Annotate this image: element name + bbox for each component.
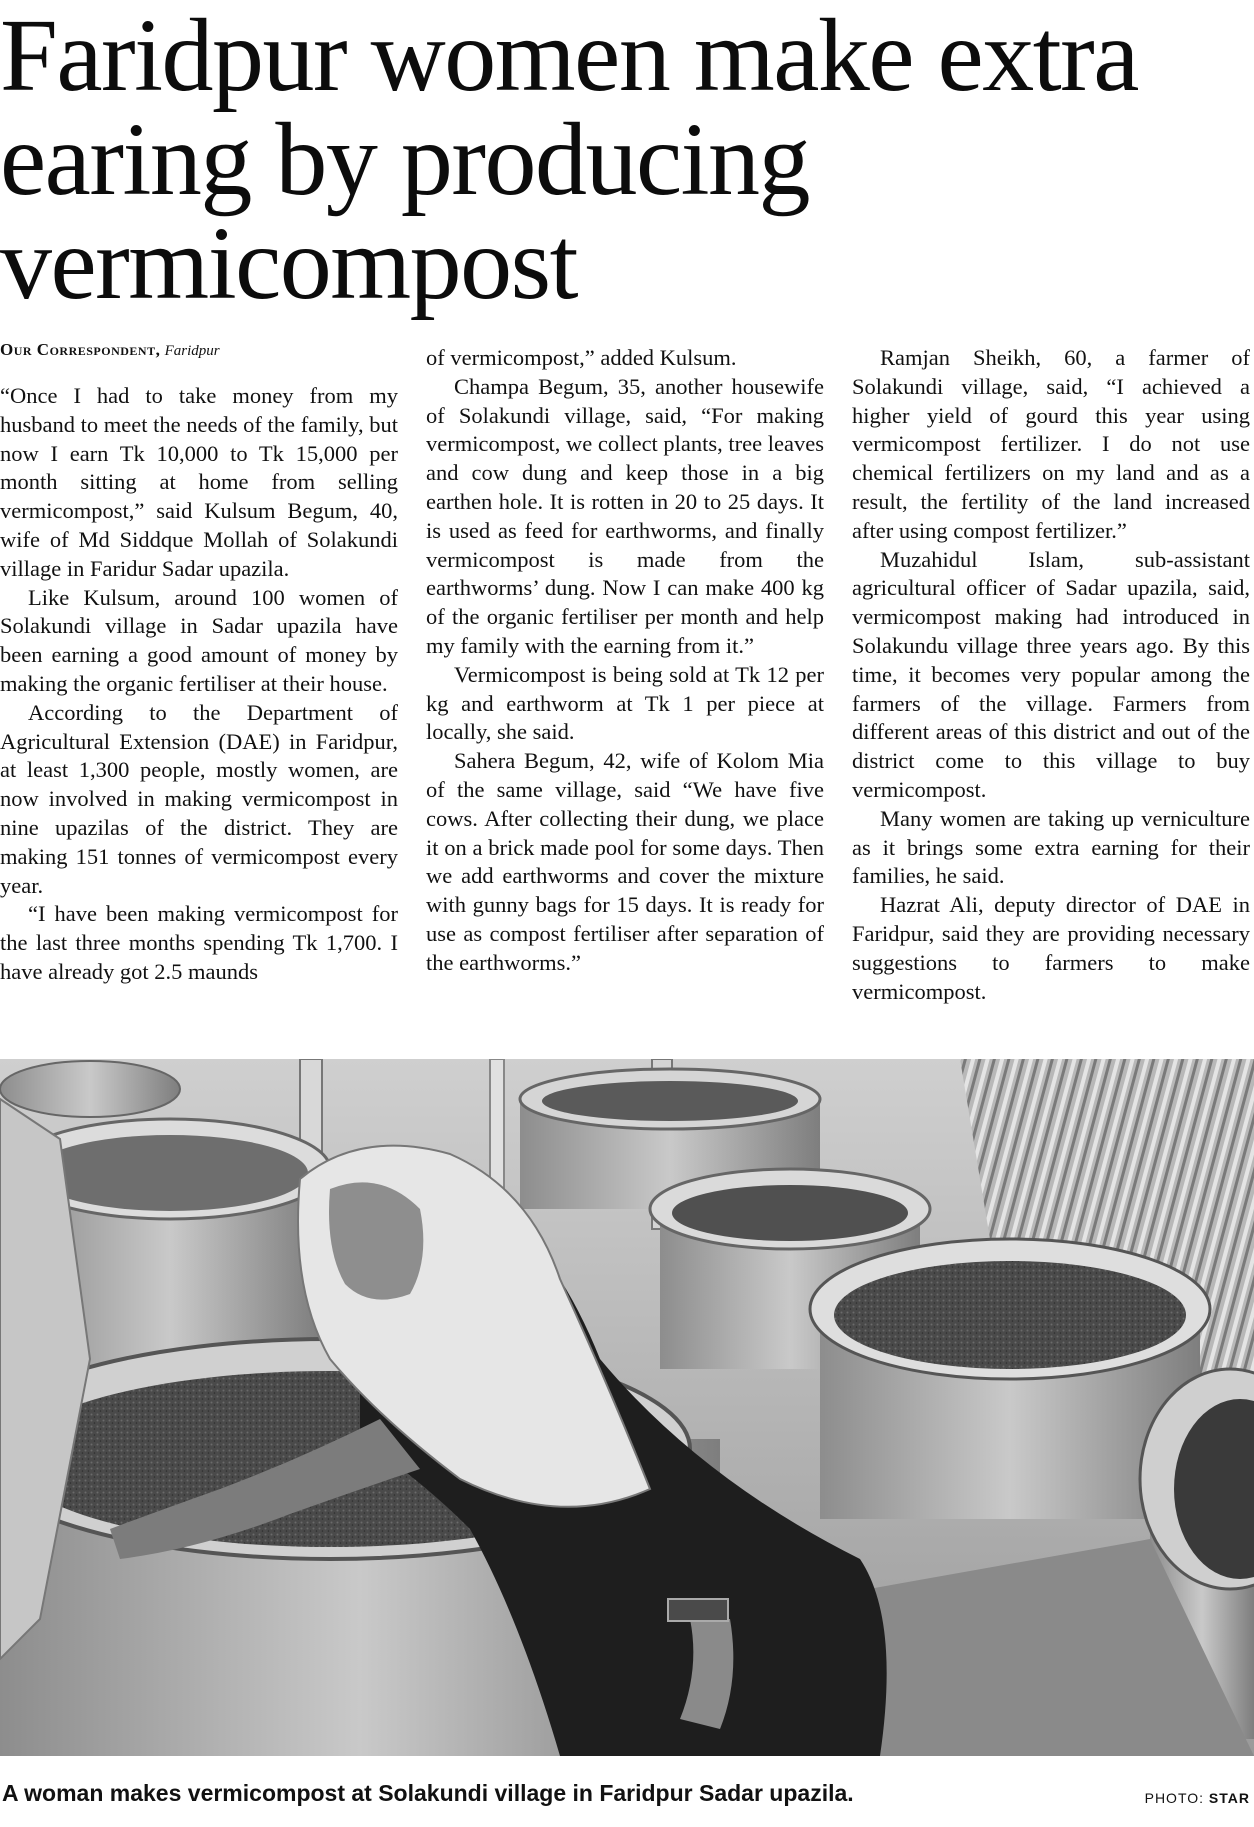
paragraph: Muzahidul Islam, sub-assistant agricultural officer of Sadar upazila, said, vermicompost making had introduced in Solakundu village three years ago. By this time, it becomes very popular among the farmers of the village. Farmers from different areas of this district and out of the district come to this village to buy vermicompost. <box>852 546 1250 802</box>
paragraph: Many women are taking up verniculture as it brings some extra earning for their families, he said. <box>852 805 1250 889</box>
photo-credit-source: STAR <box>1208 1790 1250 1806</box>
photo-credit <box>1145 1790 1250 1806</box>
photo-caption: A woman makes vermicompost at Solakundi village in Faridpur Sadar upazila. <box>2 1780 854 1806</box>
paragraph: Like Kulsum, around 100 women of Solakundi village in Sadar upazila have been earning a good amount of money by making the organic fertiliser at their house. <box>0 584 398 696</box>
article-column-2 <box>426 344 824 978</box>
paragraph: Vermicompost is being sold at Tk 12 per kg and earthworm at Tk 1 per piece at locally, she said. <box>426 661 824 745</box>
byline-author: Our Correspondent, <box>0 340 161 359</box>
photo-credit-label: PHOTO: <box>1144 1790 1205 1806</box>
byline-place: Faridpur <box>164 343 220 359</box>
paragraph: Ramjan Sheikh, 60, a farmer of Solakundi village, said, “I achieved a higher yield of gourd this year using vermicompost fertilizer. I do not use chemical fertilizers on my land and as a result, the fertility of the land increased after using compost fertilizer.” <box>852 345 1250 543</box>
paragraph: “I have been making vermicompost for the last three months spending Tk 1,700. I have already got 2.5 maunds <box>0 901 398 984</box>
paragraph: of vermicompost,” added Kulsum. <box>426 345 737 370</box>
article-column-1 <box>0 382 398 987</box>
headline: Faridpur women make extra earing by producing vermicompost <box>0 0 1138 321</box>
article-photo <box>0 1059 1254 1756</box>
paragraph: Hazrat Ali, deputy director of DAE in Faridpur, said they are providing necessary suggestions to farmers to make vermicompost. <box>852 892 1250 1004</box>
paragraph: Sahera Begum, 42, wife of Kolom Mia of the same village, said “We have five cows. After collecting their dung, we place it on a brick made pool for some days. Then we add earthworms and cover the mixture with gunny bags for 15 days. It is ready for use as compost fertiliser after separation of the earthworms.” <box>426 748 824 975</box>
paragraph: Champa Begum, 35, another housewife of Solakundi village, said, “For making vermicompost, we collect plants, tree leaves and cow dung and keep those in a big earthen hole. It is rotten in 20 to 25 days. It is used as feed for earthworms, and finally vermicompost is made from the earthworms’ dung. Now I can make 400 kg of the organic fertiliser per month and help my family with the earning from it.” <box>426 373 824 658</box>
byline <box>0 340 400 361</box>
paragraph: According to the Department of Agricultural Extension (DAE) in Faridpur, at least 1,300 people, mostly women, are now involved in making vermicompost in nine upazilas of the district. They are making 151 tonnes of vermicompost every year. <box>0 699 398 898</box>
article-column-3 <box>852 344 1250 1006</box>
paragraph: “Once I had to take money from my husband to meet the needs of the family, but now I earn Tk 10,000 to Tk 15,000 per month sitting at home from selling vermicompost,” said Kulsum Begum, 40, wife of Md Siddque Mollah of Solakundi village in Faridur Sadar upazila. <box>0 383 398 581</box>
photo-illustration <box>0 1059 1254 1756</box>
